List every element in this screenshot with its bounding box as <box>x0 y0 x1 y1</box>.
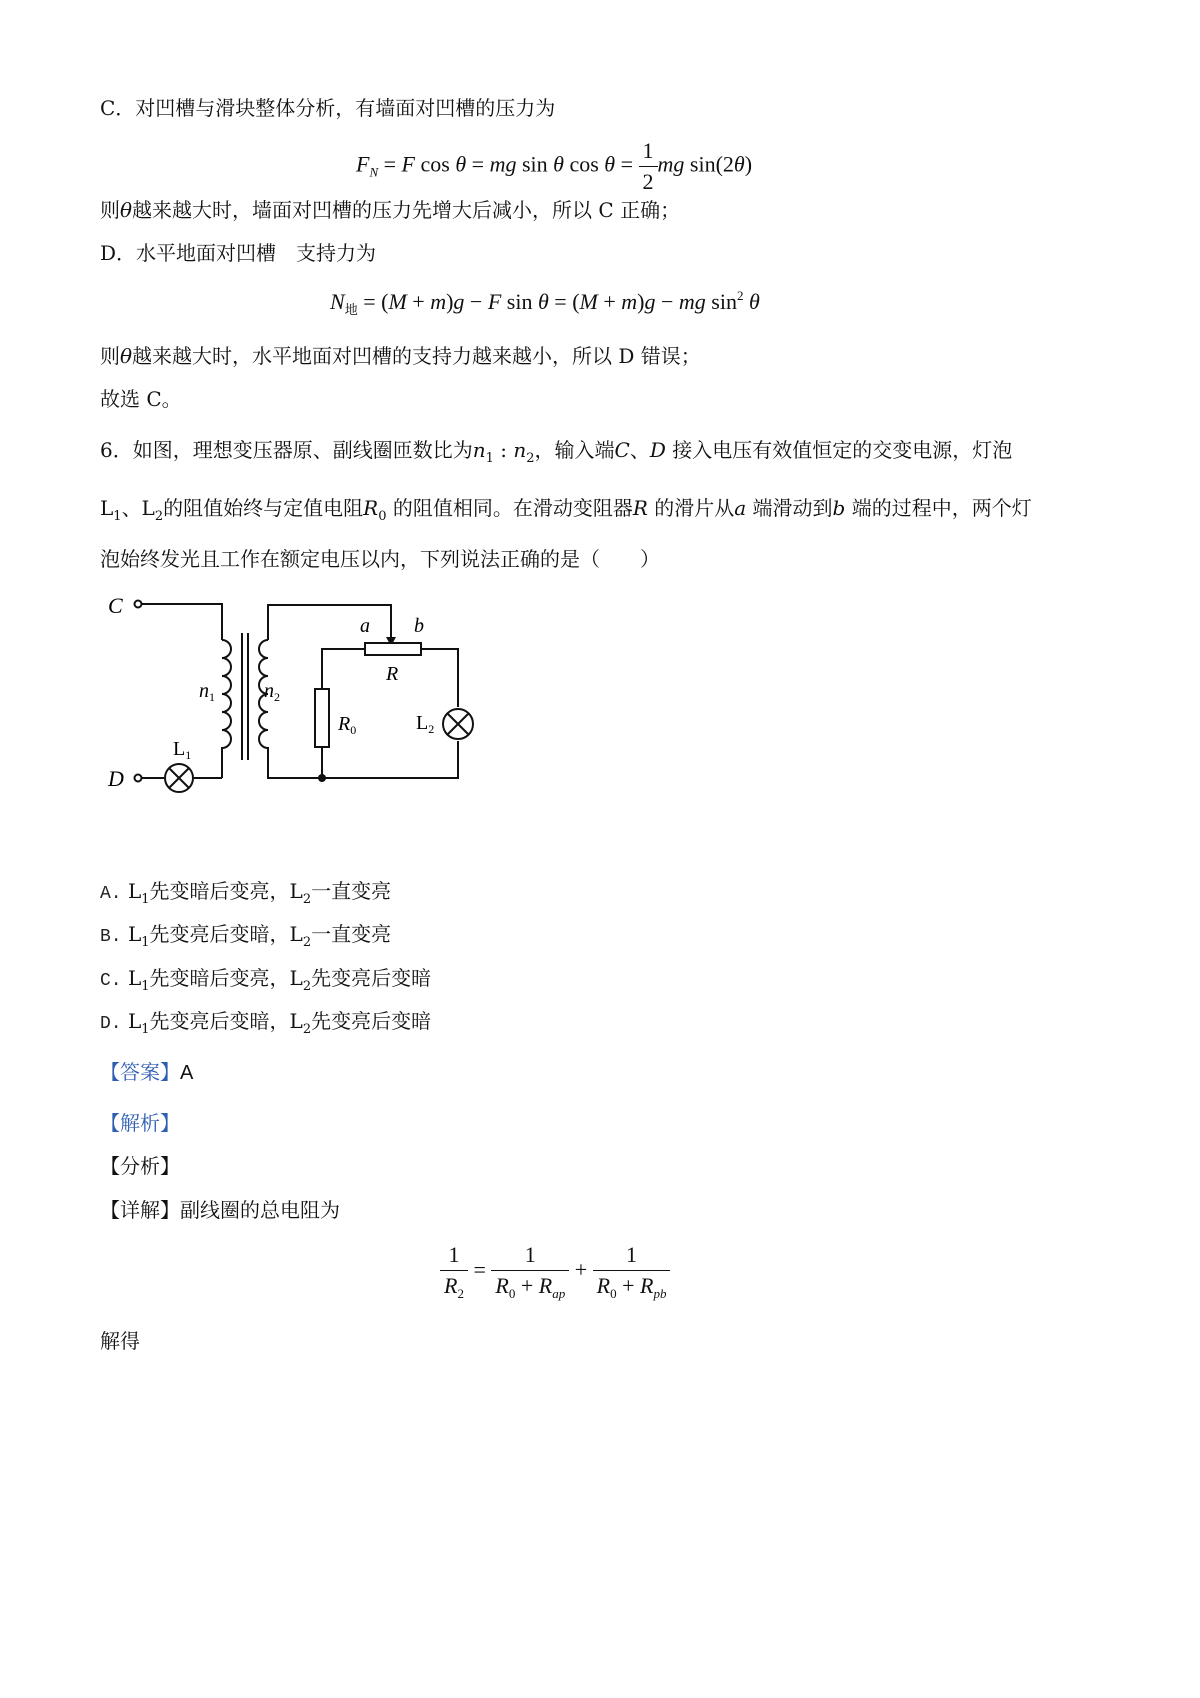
l2-label: $L_2$ <box>416 712 435 736</box>
q5-equation-n: $N_地 = (M + m)g - F$ sin θ = (M + m)g − mg $\sin^2 \theta$ <box>330 288 760 317</box>
circuit-diagram <box>100 585 500 815</box>
terminal-d-label: D <box>108 766 124 791</box>
lamp-l2-icon <box>443 709 473 739</box>
q5-option-d-analysis: D．水平地面对凹槽 支持力为 <box>100 241 377 265</box>
q5-choice: 故选 C。 <box>100 387 182 411</box>
option-b: B. $L_1$先变亮后变暗，$L_2$一直变亮 <box>100 922 392 950</box>
rheostat-label: R <box>386 663 399 685</box>
lamp-l1-icon <box>165 764 193 792</box>
l1-label: $L_1$ <box>173 738 192 762</box>
option-a: A. $L_1$先变暗后变亮，$L_2$一直变亮 <box>100 879 392 907</box>
option-d: D. $L_1$先变亮后变暗，$L_2$先变亮后变暗 <box>100 1009 432 1037</box>
junction-dot <box>318 774 326 782</box>
resistor-r0 <box>315 689 329 747</box>
answer-value: A <box>180 1062 194 1084</box>
answer-tag: 【答案】 <box>100 1060 180 1084</box>
n1-label: $n_1$ <box>199 680 215 704</box>
q6-stem-line-3: 泡始终发光且工作在额定电压以内，下列说法正确的是（ ） <box>100 547 660 571</box>
option-c: C. $L_1$先变暗后变亮，$L_2$先变亮后变暗 <box>100 966 432 994</box>
n2-label: $n_2$ <box>264 680 280 704</box>
q5-option-c-conclusion: 则θ越来越大时，墙面对凹槽的压力先增大后减小，所以 C 正确； <box>100 198 681 222</box>
resistance-equation: $\frac{1}{R_2}$ = $\frac{1}{R_0 + R_{ap}}$ + $\frac{1}{R_0 + R_{pb}}$ <box>440 1242 670 1302</box>
q5-option-c-analysis: C．对凹槽与滑块整体分析，有墙面对凹槽的压力为 <box>100 96 556 120</box>
rheostat-r <box>365 643 421 655</box>
terminal-c-label: C <box>108 593 123 618</box>
analysis-tag: 【解析】 <box>100 1111 180 1135</box>
q6-stem-line-1: 6．如图，理想变压器原、副线圈匝数比为$n_1$ : $n_2$，输入端C、D 接入电压有效值恒定的交变电源，灯泡 <box>100 438 1013 466</box>
q5-option-d-conclusion: 则θ越来越大时，水平地面对凹槽的支持力越来越小，所以 D 错误； <box>100 344 701 368</box>
q5-equation-fn: $F_N = F$ cos θ = mg sin θ cos θ = $\frac{1}{2}$ mg sin(2θ) <box>356 138 753 194</box>
xiangjie-line: 【详解】副线圈的总电阻为 <box>100 1198 340 1222</box>
r0-label: $R_0$ <box>338 713 357 737</box>
answer-line <box>100 1058 193 1087</box>
jiede-line: 解得 <box>100 1329 140 1353</box>
end-a-label: a <box>360 615 370 637</box>
fenxi-tag: 【分析】 <box>100 1154 180 1178</box>
end-b-label: b <box>414 615 424 637</box>
q6-stem-line-2: $L_1$、$L_2$的阻值始终与定值电阻$R_0$ 的阻值相同。在滑动变阻器R 的滑片从a 端滑动到b 端的过程中，两个灯 <box>100 496 1032 524</box>
